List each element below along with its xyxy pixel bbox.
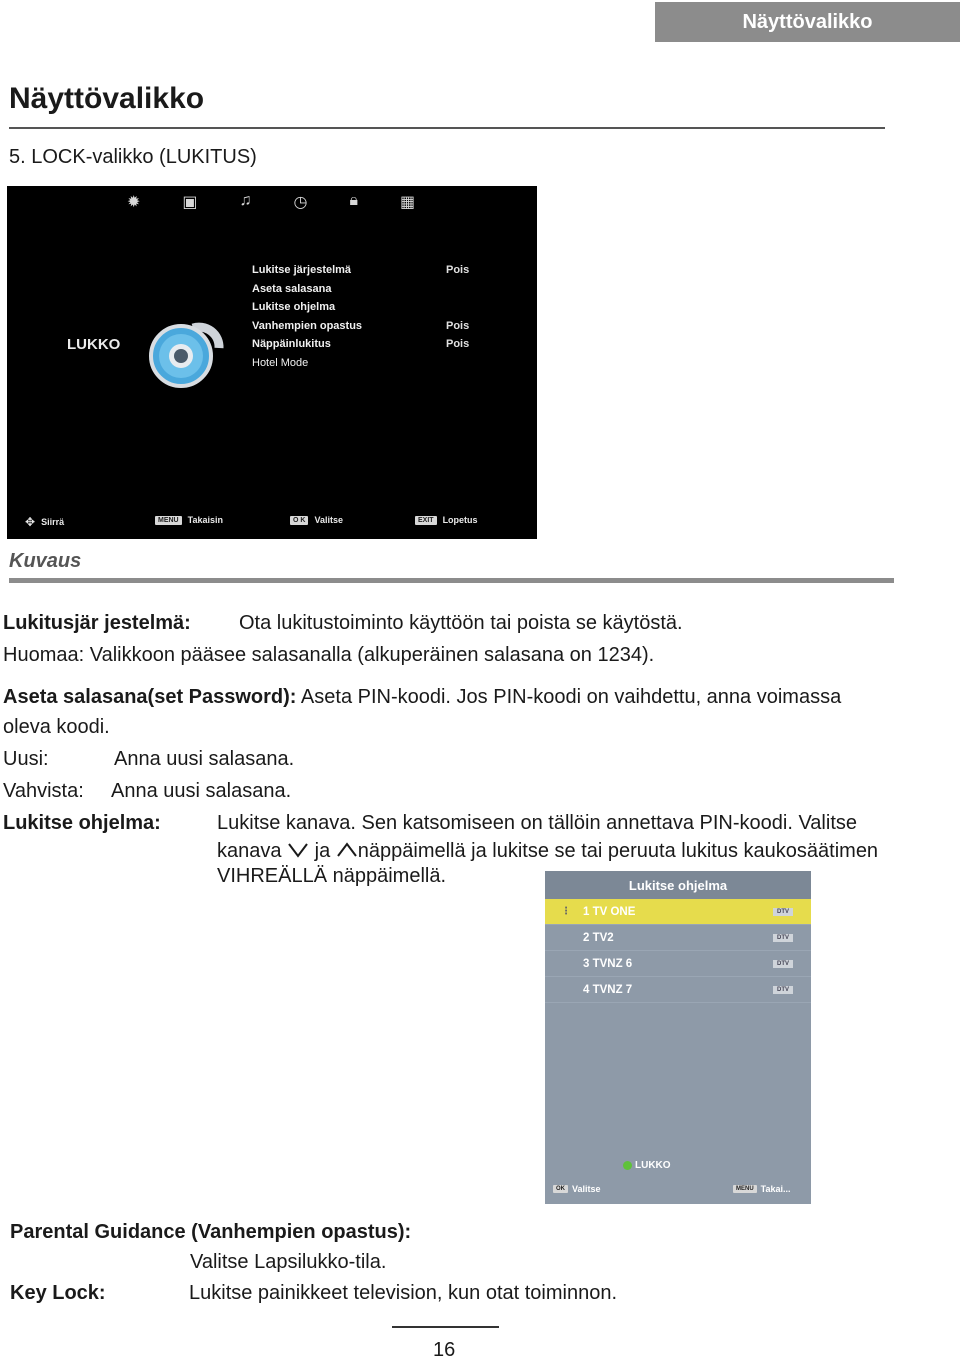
new-text: Anna uusi salasana. <box>114 748 295 770</box>
select-hint-label: Valitse <box>572 1184 601 1194</box>
clock-icon: ◷ <box>293 194 308 211</box>
menu-item-label: Aseta salasana <box>252 282 332 295</box>
padlock-icon: 🔒︎ <box>349 192 359 209</box>
channel-row[interactable] <box>545 951 811 977</box>
channel-type-badge: DTV <box>773 908 793 916</box>
set-password-row <box>3 683 841 711</box>
password-note: Huomaa: Valikkoon pääsee salasanalla (alkuperäinen salasana on 1234). <box>3 644 655 666</box>
lock-program-line2 <box>217 837 878 865</box>
lock-program-word-and: ja <box>314 840 331 862</box>
menu-item-parental-guidance[interactable] <box>252 320 469 339</box>
select-hint <box>553 1184 601 1194</box>
set-password-text: Aseta PIN-koodi. Jos PIN-koodi on vaihdettu, anna voimassa <box>300 686 842 708</box>
set-password-text-cont: oleva koodi. <box>3 716 110 738</box>
channel-name: 1 TV ONE <box>583 905 636 918</box>
set-password-label: Aseta salasana(set Password): <box>3 686 297 708</box>
arrows-icon: ✥ <box>25 515 36 529</box>
lock-system-text: Ota lukitustoiminto käyttöön tai poista se käytöstä. <box>239 612 683 634</box>
music-note-icon: ♫ <box>239 192 252 209</box>
menu-item-label: Lukitse järjestelmä <box>252 264 352 276</box>
keylock-text: Lukitse painikkeet television, kun otat toiminnon. <box>189 1282 618 1304</box>
new-label: Uusi: <box>3 748 49 770</box>
back-hint-label: Takai... <box>760 1184 791 1194</box>
menu-item-hotel-mode[interactable] <box>252 357 469 376</box>
channel-type-badge: DTV <box>773 960 793 968</box>
menu-item-label: Vanhempien opastus <box>252 319 363 332</box>
parental-label: Parental Guidance (Vanhempien opastus): <box>10 1221 412 1243</box>
combination-lock-icon <box>149 304 229 394</box>
menu-item-key-lock[interactable] <box>252 338 469 357</box>
move-hint <box>25 515 64 529</box>
page-number-rule <box>392 1326 499 1328</box>
lock-hint <box>623 1160 671 1171</box>
channel-row[interactable] <box>545 977 811 1003</box>
lock-program-line2-rest: näppäimellä ja lukitse se tai peruuta lukitus kaukosäätimen <box>357 840 879 862</box>
chevron-up-icon <box>336 841 358 859</box>
back-hint <box>155 515 223 525</box>
parental-text: Valitse Lapsilukko-tila. <box>190 1251 387 1273</box>
chevron-down-icon <box>287 841 309 859</box>
green-button-icon <box>623 1161 632 1170</box>
menu-item-lock-program[interactable] <box>252 301 469 320</box>
select-hint-label: Valitse <box>314 515 343 525</box>
menu-item-label: Lukitse ohjelma <box>252 301 336 313</box>
menu-item-label: Hotel Mode <box>252 356 309 369</box>
new-password-row <box>3 745 295 773</box>
menu-item-set-password[interactable] <box>252 283 469 302</box>
menu-item-value: Pois <box>446 338 470 350</box>
lock-program-label: Lukitse ohjelma: <box>3 812 161 834</box>
lock-section-label: LUKKO <box>67 336 121 353</box>
back-hint <box>733 1184 791 1194</box>
exit-hint <box>415 515 478 525</box>
channel-name: 3 TVNZ 6 <box>583 957 633 970</box>
menu-key: MENU <box>733 1185 757 1193</box>
section-tab: Näyttövalikko <box>655 2 960 42</box>
menu-tab-icons <box>127 192 415 212</box>
picture-icon: ▣ <box>182 194 198 211</box>
program-lock-screenshot <box>545 871 811 1204</box>
menu-key: MENU <box>155 516 182 525</box>
exit-key: EXIT <box>415 516 437 525</box>
lock-program-line3: VIHREÄLLÄ näppäimellä. <box>217 865 447 887</box>
channel-type-badge: DTV <box>773 934 793 942</box>
select-hint <box>290 515 343 525</box>
menu-footer-hints <box>7 513 537 533</box>
description-heading: Kuvaus <box>9 550 82 572</box>
move-hint-label: Siirrä <box>41 517 65 527</box>
ok-key: O K <box>290 516 308 525</box>
menu-item-lock-system[interactable] <box>252 264 469 283</box>
lock-hint-label: LUKKO <box>635 1160 671 1171</box>
apps-icon: ▦ <box>400 194 416 211</box>
channel-type-badge: DTV <box>773 986 793 994</box>
channel-name: 2 TV2 <box>583 931 614 944</box>
ok-key: OK <box>553 1185 568 1193</box>
channel-name: 4 TVNZ 7 <box>583 983 633 996</box>
keylock-label: Key Lock: <box>10 1282 106 1304</box>
settings-icon: ✹ <box>127 194 141 211</box>
lock-program-word-channel: kanava <box>217 840 282 862</box>
section-subtitle: 5. LOCK-valikko (LUKITUS) <box>9 146 257 168</box>
lock-menu-screenshot <box>7 186 537 539</box>
lock-system-label: Lukitusjär jestelmä: <box>3 612 191 634</box>
drag-handle-icon: ⋮ <box>561 906 571 917</box>
back-hint-label: Takaisin <box>187 515 223 525</box>
lock-program-line1: Lukitse kanava. Sen katsomiseen on tällöin annettava PIN-koodi. Valitse <box>217 812 857 834</box>
program-lock-title: Lukitse ohjelma <box>545 871 811 899</box>
confirm-password-row <box>3 777 292 805</box>
lock-system-row <box>3 609 683 637</box>
channel-row-selected[interactable] <box>545 899 811 925</box>
description-divider <box>9 578 894 583</box>
page-number: 16 <box>433 1339 456 1361</box>
channel-row[interactable] <box>545 925 811 951</box>
page-title: Näyttövalikko <box>9 82 205 115</box>
confirm-label: Vahvista: <box>3 780 84 802</box>
menu-item-label: Näppäinlukitus <box>252 338 331 350</box>
menu-item-value: Pois <box>446 319 470 332</box>
title-divider <box>9 127 885 129</box>
lock-menu-list <box>252 264 469 375</box>
confirm-text: Anna uusi salasana. <box>111 780 292 802</box>
exit-hint-label: Lopetus <box>442 515 478 525</box>
menu-item-value: Pois <box>446 264 470 276</box>
